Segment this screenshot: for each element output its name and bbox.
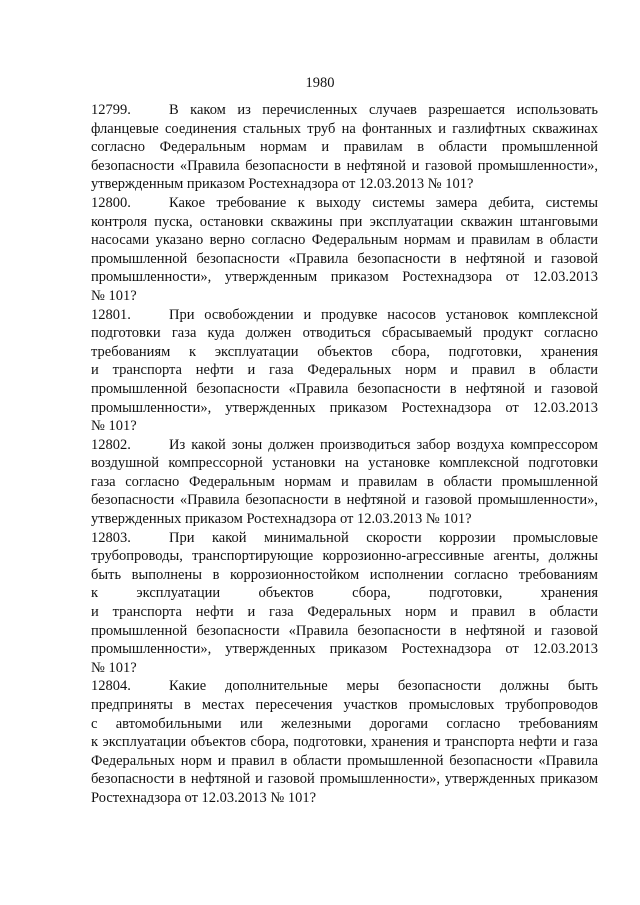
question-text: Из какой зоны должен производиться забор воздуха компрессором	[169, 436, 598, 453]
question-number: 12803.	[91, 529, 131, 546]
question-text-line: быть выполнены в коррозионностойком исполнении согласно требованиям	[91, 566, 598, 583]
question-text-line	[91, 677, 598, 696]
question-text: При освобождении и продувке насосов установок комплексной	[169, 306, 598, 323]
question-text-line	[91, 194, 598, 213]
question-text-line: промышленной безопасности «Правила безопасности в нефтяной и газовой	[91, 250, 598, 267]
question-text-line: промышленной безопасности «Правила безопасности в нефтяной и газовой	[91, 622, 598, 639]
question-text-line: безопасности «Правила безопасности в нефтяной и газовой промышленности»,	[91, 492, 598, 509]
question-text-line: промышленности», утвержденных приказом Ростехнадзора от 12.03.2013	[91, 641, 598, 658]
question-text: В каком из перечисленных случаев разрешается использовать	[169, 102, 598, 118]
question-text-line	[91, 101, 598, 120]
question-number: 12802.	[91, 436, 131, 453]
question-text-line: промышленной безопасности «Правила безопасности в нефтяной и газовой	[91, 380, 598, 397]
question-number: 12804.	[91, 678, 131, 695]
question-text-line: безопасности «Правила безопасности в нефтяной и газовой промышленности»,	[91, 157, 598, 174]
question-item	[91, 194, 598, 306]
page-number: 1980	[305, 75, 335, 91]
question-text-line: согласно Федеральным нормам и правилам в области промышленной	[91, 139, 598, 156]
question-text-line: трубопроводы, транспортирующие коррозионно-агрессивные агенты, должны	[91, 548, 598, 565]
question-text-line: утвержденных приказом Ростехнадзора от 12.03.2013 № 101?	[91, 511, 472, 528]
question-text-line: фланцевые соединения стальных труб на фонтанных и газлифтных скважинах	[91, 120, 598, 137]
question-text-line: подготовки газа куда должен отводиться сбрасываемый продукт согласно	[91, 325, 598, 342]
question-text-line: № 101?	[91, 659, 137, 676]
question-text-line: промышленности», утвержденных приказом Ростехнадзора от 12.03.2013	[91, 399, 598, 416]
question-item	[91, 436, 598, 529]
question-text-line: Федеральных норм и правил в области промышленной безопасности «Правила	[91, 752, 598, 769]
question-text-line: с автомобильными или железными дорогами согласно требованиям	[91, 715, 598, 732]
questions-list	[91, 101, 598, 808]
question-text-line	[91, 436, 598, 455]
question-text-line: предприняты в местах пересечения участков промысловых трубопроводов	[91, 697, 598, 713]
question-number: 12799.	[91, 102, 131, 118]
question-text-line: к эксплуатации объектов сбора, подготовки, хранения и транспорта нефти и газа	[91, 734, 598, 751]
question-text-line: контроля пуска, остановки скважины при эксплуатации скважин штанговыми	[91, 213, 598, 230]
question-text-line: утвержденным приказом Ростехнадзора от 12.03.2013 № 101?	[91, 176, 474, 193]
question-text-line: требованиям к эксплуатации объектов сбора, подготовки, хранения	[91, 343, 598, 360]
question-item	[91, 529, 598, 678]
question-text-line: промышленности», утвержденным приказом Ростехнадзора от 12.03.2013	[91, 269, 598, 286]
question-text-line: насосами указано верно согласно Федеральным нормам и правилам в области	[91, 232, 598, 249]
question-text: Какое требование к выходу системы замера дебита, системы	[169, 194, 598, 211]
question-text-line: № 101?	[91, 418, 137, 435]
question-text-line: безопасности в нефтяной и газовой промышленности», утвержденных приказом	[91, 771, 598, 788]
question-item	[91, 101, 598, 194]
question-text-line: и транспорта нефти и газа Федеральных норм и правил в области	[91, 604, 598, 621]
question-text: При какой минимальной скорости коррозии промысловые	[169, 529, 598, 546]
question-text-line: и транспорта нефти и газа Федеральных норм и правил в области	[91, 362, 598, 379]
question-item	[91, 306, 598, 436]
question-number: 12800.	[91, 194, 131, 211]
question-text-line	[91, 306, 598, 325]
question-text: Какие дополнительные меры безопасности должны быть	[169, 678, 598, 695]
question-text-line: газа согласно Федеральным нормам и правилам в области промышленной	[91, 473, 598, 490]
question-text-line: Ростехнадзора от 12.03.2013 № 101?	[91, 789, 317, 806]
question-item	[91, 677, 598, 807]
question-number: 12801.	[91, 306, 131, 323]
question-text-line: к эксплуатации объектов сбора, подготовки, хранения	[91, 585, 598, 602]
question-text-line: воздушной компрессорной установки на установке комплексной подготовки	[91, 455, 598, 472]
question-text-line	[91, 529, 598, 548]
question-text-line: № 101?	[91, 287, 137, 304]
